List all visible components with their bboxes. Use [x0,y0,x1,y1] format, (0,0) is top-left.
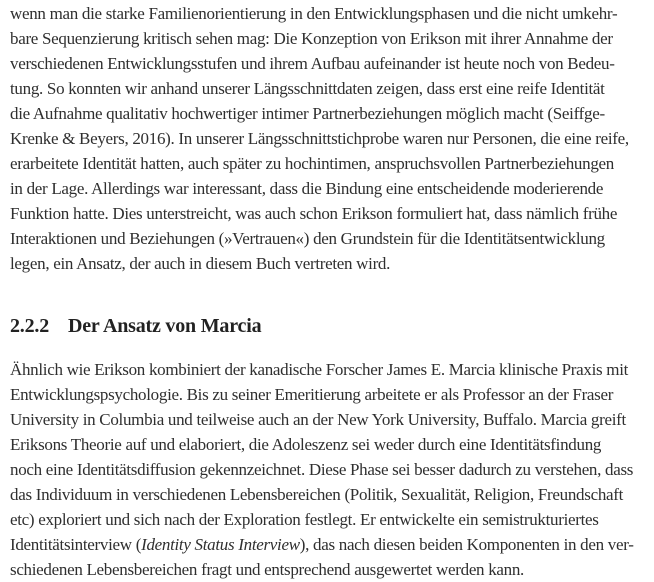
text-line: Entwicklungspsychologie. Bis zu seiner Emeritierung arbeitete er als Professor an der Fraser [10,385,614,404]
text-line: bare Sequenzierung kritisch sehen mag: Die Konzeption von Erikson mit ihrer Annahme der [10,29,613,48]
text-segment: ), das nach diesen beiden Komponenten in den ver- [299,535,634,554]
text-line: Interaktionen und Beziehungen (»Vertrauen«) den Grundstein für die Identitätsentwicklung [10,229,605,248]
text-line: Funktion hatte. Dies unterstreicht, was auch schon Erikson formuliert hat, dass nämlich frühe [10,204,618,223]
paragraph-marcia [10,357,650,582]
text-line: wenn man die starke Familienorientierung in den Entwicklungsphasen und die nicht umkehr- [10,4,618,23]
text-line: University in Columbia und teilweise auch an der New York University, Buffalo. Marcia greift [10,410,626,429]
text-line: Ähnlich wie Erikson kombiniert der kanadische Forscher James E. Marcia klinische Praxis mit [10,360,629,379]
text-line: tung. So konnten wir anhand unserer Längsschnittdaten zeigen, dass erst eine reife Identität [10,79,605,98]
text-line: schiedenen Lebensbereichen fragt und entsprechend ausgewertet werden kann. [10,560,525,579]
text-line: das Individuum in verschiedenen Lebensbereichen (Politik, Sexualität, Religion, Freundschaft [10,485,624,504]
text-line: Eriksons Theorie auf und elaboriert, die Adoleszenz sei weder durch eine Identitätsfindung [10,435,602,454]
text-line-with-italic [10,532,650,557]
italic-term: Identity Status Interview [141,535,300,554]
text-line: etc) exploriert und sich nach der Exploration festlegt. Er entwickelte ein semistrukturiertes [10,510,599,529]
section-heading [10,313,650,339]
section-number: 2.2.2 [10,315,50,337]
section-title: Der Ansatz von Marcia [68,315,262,337]
paragraph-erikson [10,1,650,276]
text-line: Krenke & Beyers, 2016). In unserer Längsschnittstichprobe waren nur Personen, die eine reife, [10,129,629,148]
text-line: verschiedenen Entwicklungsstufen und ihrem Aufbau aufeinander ist heute noch von Bedeu- [10,54,615,73]
text-line: in der Lage. Allerdings war interessant, dass die Bindung eine entscheidende moderierende [10,179,604,198]
text-line: erarbeitete Identität hatten, auch später zu hochintimen, anspruchsvollen Partnerbeziehungen [10,154,614,173]
text-line: die Aufnahme qualitativ hochwertiger intimer Partnerbeziehungen möglich macht (Seiffge- [10,104,605,123]
text-segment: Identitätsinterview ( [10,535,142,554]
text-line: legen, ein Ansatz, der auch in diesem Buch vertreten wird. [10,254,391,273]
text-line: noch eine Identitätsdiffusion gekennzeichnet. Diese Phase sei besser dadurch zu verstehen, dass [10,460,634,479]
